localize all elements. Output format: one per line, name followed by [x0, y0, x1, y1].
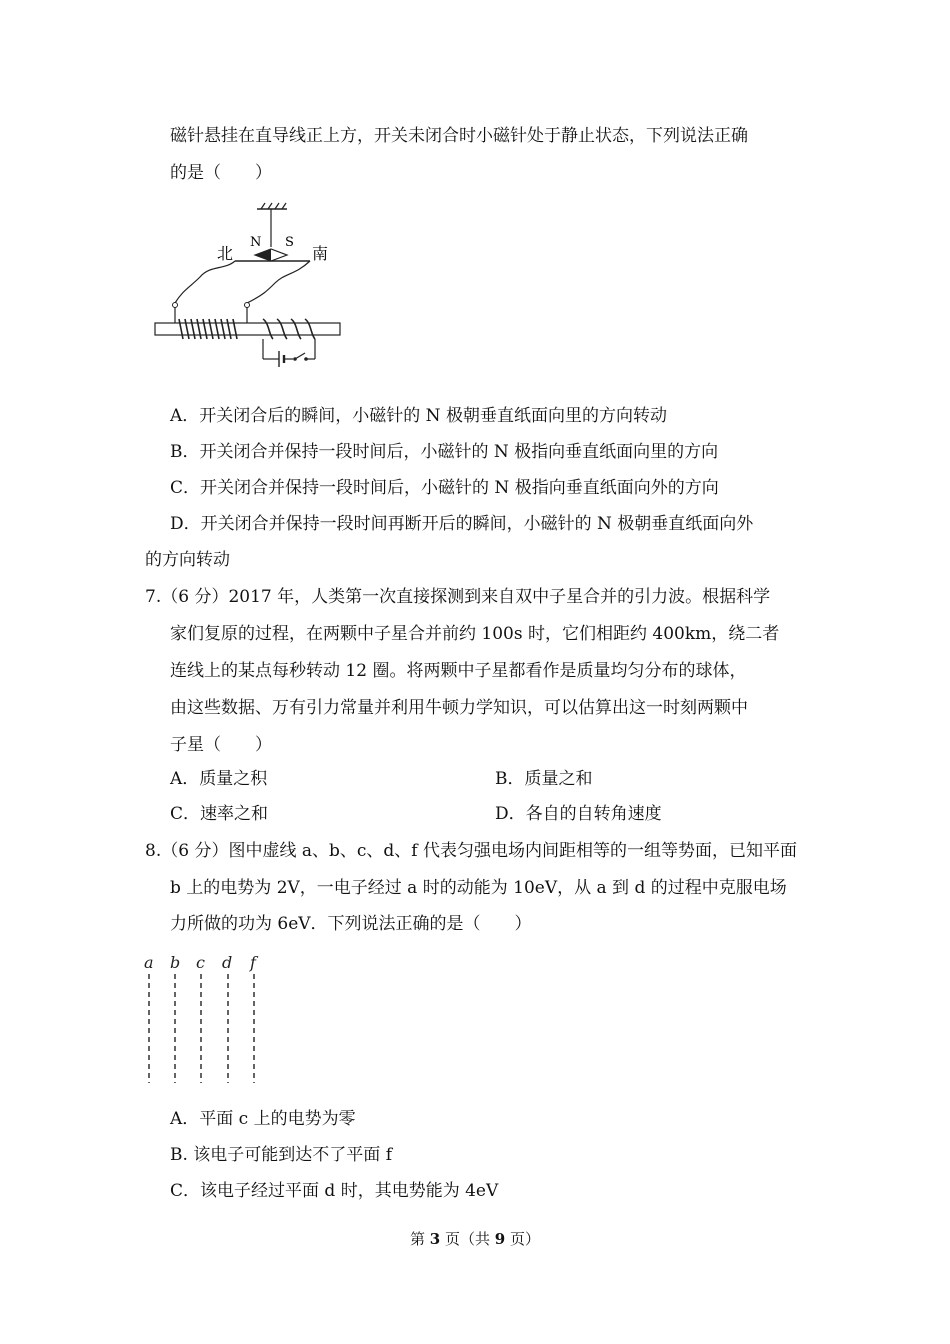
q7-stem-line-3: 连线上的某点每秒转动 12 圈。将两颗中子星都看作是质量均匀分布的球体， [170, 661, 747, 681]
plane-c-label: c [196, 953, 205, 972]
q6-option-b: B．开关闭合并保持一段时间后，小磁针的 N 极指向垂直纸面向里的方向 [170, 442, 719, 462]
footer-prefix: 第 [410, 1230, 430, 1248]
q8-stem-line-3: 力所做的功为 6eV．下列说法正确的是（ ） [170, 914, 532, 934]
footer-total-pages: 9 [494, 1230, 506, 1248]
q6-option-c: C．开关闭合并保持一段时间后，小磁针的 N 极指向垂直纸面向外的方向 [170, 478, 719, 498]
q6-solenoid-figure [145, 195, 345, 375]
q7-stem-line-2: 家们复原的过程，在两颗中子星合并前约 100s 时，它们相距约 400km，绕二者 [170, 624, 780, 644]
q7-stem-line-5: 子星（ ） [170, 735, 272, 755]
footer-page-number: 3 [429, 1230, 441, 1248]
q6-stem-line-2: 的是（ ） [170, 163, 272, 183]
q7-option-d: D．各自的自转角速度 [495, 804, 662, 824]
q8-stem-line-1: 8.（6 分）图中虚线 a、b、c、d、f 代表匀强电场内间距相等的一组等势面，已知平面 [145, 841, 797, 861]
q6-option-a: A．开关闭合后的瞬间，小磁针的 N 极朝垂直纸面向里的方向转动 [170, 406, 667, 426]
south-label: 南 [312, 244, 329, 263]
q6-option-d: D．开关闭合并保持一段时间再断开后的瞬间，小磁针的 N 极朝垂直纸面向外 [170, 514, 754, 534]
needle-n-label: N [250, 235, 262, 250]
footer-suffix: 页） [505, 1230, 540, 1248]
q7-option-c: C．速率之和 [170, 804, 269, 824]
footer-middle: 页（共 [440, 1230, 495, 1248]
q8-stem-line-2: b 上的电势为 2V，一电子经过 a 时的动能为 10eV，从 a 到 d 的过程中克服电场 [170, 878, 787, 898]
plane-f-label: f [250, 953, 256, 972]
q7-option-b: B．质量之和 [495, 769, 593, 789]
plane-a-label: a [144, 953, 154, 972]
needle-s-label: S [285, 235, 294, 250]
page-footer [0, 1228, 950, 1249]
q6-stem-line-1: 磁针悬挂在直导线正上方，开关未闭合时小磁针处于静止状态，下列说法正确 [170, 126, 748, 146]
q8-option-a: A．平面 c 上的电势为零 [170, 1109, 356, 1129]
q7-option-a: A．质量之积 [170, 769, 268, 789]
north-label: 北 [217, 244, 234, 263]
plane-d-label: d [222, 953, 233, 972]
q6-option-d-continued: 的方向转动 [145, 550, 230, 570]
q8-option-b: B. 该电子可能到达不了平面 f [170, 1145, 392, 1165]
q7-stem-line-1: 7.（6 分）2017 年，人类第一次直接探测到来自双中子星合并的引力波。根据科学 [145, 587, 771, 607]
q7-stem-line-4: 由这些数据、万有引力常量并利用牛顿力学知识，可以估算出这一时刻两颗中 [170, 698, 748, 718]
plane-b-label: b [170, 953, 181, 972]
q8-equipotential-figure [138, 948, 273, 1088]
q8-option-c: C．该电子经过平面 d 时，其电势能为 4eV [170, 1181, 499, 1201]
